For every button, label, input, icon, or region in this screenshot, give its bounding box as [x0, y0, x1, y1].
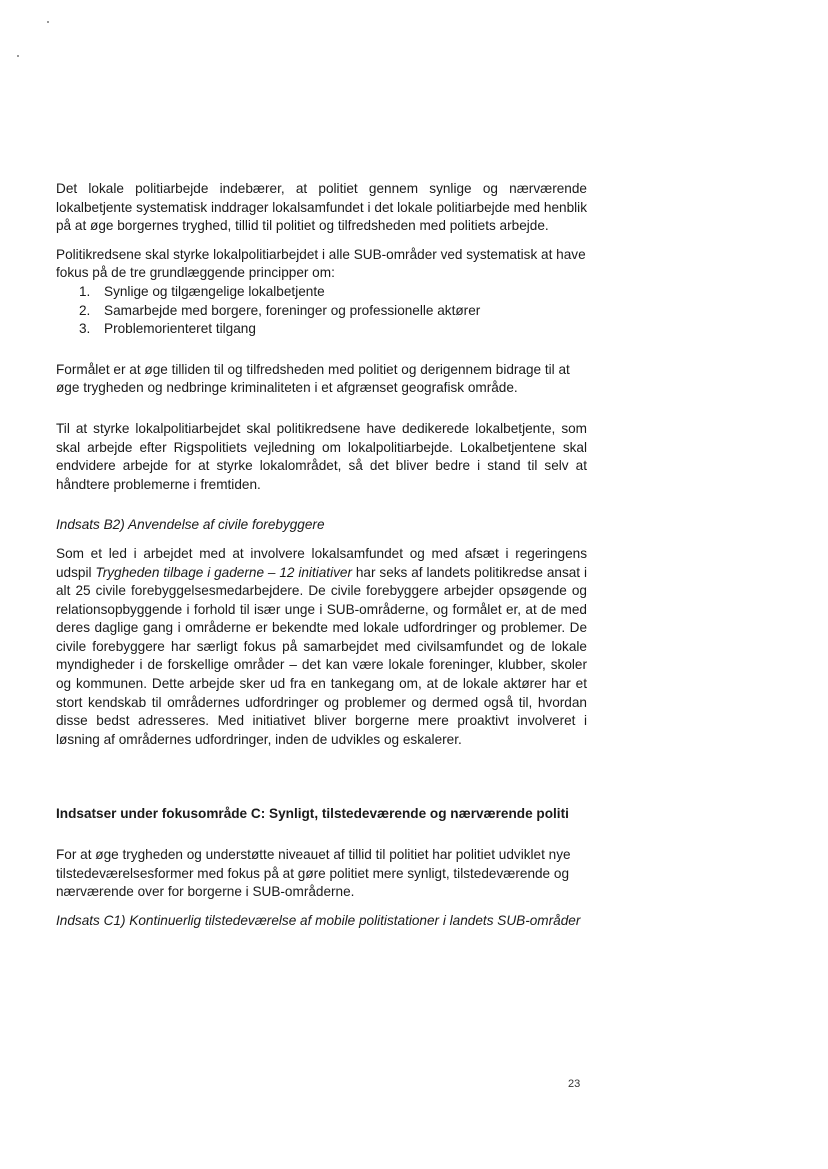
- paragraph-text: har seks af landets politikredse ansat i alt 25 civile forebyggelsesmedarbejdere. De civile forebyggere arbejder opsøgende og relationsopbyggende i forhold til især unge i SUB-områderne, og formålet er, at de med deres daglige gang i områderne er bekendte med lokale udfordringer og problemer. De civile forebyggere har særligt fokus på samarbejdet med civilsamfundet og de lokale myndigheder i de forskellige områder – det kan være lokale foreninger, klubber, skoler og kommunen. Dette arbejde sker ud fra en tankegang om, at de lokale aktører har et stort kendskab til områdernes udfordringer og problemer og dermed også til, hvordan disse bedst adresseres. Med initiativet bliver borgerne mere proaktivt involveret i løsning af områdernes udfordringer, inden de udvikles og eskalerer.: [56, 564, 587, 747]
- paragraph-presence: For at øge trygheden og understøtte niveauet af tillid til politiet har politiet udviklet nye tilstedeværelsesformer med fokus på at gøre politiet mere synligt, tilstedeværende og nærværende over for borgerne i SUB-områderne.: [56, 847, 571, 900]
- list-item: [56, 320, 587, 339]
- section-title-b2: Indsats B2) Anvendelse af civile forebyggere: [56, 517, 325, 533]
- scan-speck: [47, 21, 49, 23]
- list-item-text: Samarbejde med borgere, foreninger og professionelle aktører: [104, 302, 481, 318]
- document-body: [56, 180, 587, 930]
- list-item: [56, 283, 587, 302]
- list-item-number: 2.: [79, 302, 91, 318]
- list-item-text: Problemorienteret tilgang: [104, 321, 256, 337]
- paragraph-civil-preventers: [56, 545, 587, 750]
- list-item: [56, 302, 587, 321]
- list-item-number: 3.: [79, 321, 91, 337]
- list-item-text: Synlige og tilgængelige lokalbetjente: [104, 283, 325, 299]
- publication-title: Trygheden tilbage i gaderne – 12 initiativer: [95, 564, 352, 580]
- paragraph-purpose: Formålet er at øge tilliden til og tilfredsheden med politiet og derigennem bidrage til at øge trygheden og nedbringe kriminaliteten i et afgrænset geografisk område.: [56, 361, 570, 396]
- section-title-c1: Indsats C1) Kontinuerlig tilstedeværelse af mobile politistationer i landets SUB-områder: [56, 912, 581, 928]
- section-heading-c: Indsatser under fokusområde C: Synligt, tilstedeværende og nærværende politi: [56, 806, 569, 822]
- principles-list: [56, 283, 587, 339]
- page-number: 23: [568, 1078, 581, 1090]
- paragraph-text: Som et led i arbejdet med at involvere lokalsamfundet og med afsæt i regeringens udspil: [56, 545, 587, 580]
- paragraph-local-officers: Til at styrke lokalpolitiarbejdet skal politikredsene have dedikerede lokalbetjente, som skal arbejde efter Rigspolitiets vejledning om lokalpolitiarbejde. Lokalbetjentene skal endvidere arbejde for at styrke lokalområdet, så det bliver bedre i stand til selv at håndtere problemerne i fremtiden.: [56, 420, 587, 492]
- list-item-number: 1.: [79, 283, 91, 299]
- scan-speck: [17, 55, 19, 57]
- paragraph-principles-intro: Politikredsene skal styrke lokalpolitiarbejdet i alle SUB-områder ved systematisk at have fokus på de tre grundlæggende principper om:: [56, 246, 586, 281]
- paragraph-intro: Det lokale politiarbejde indebærer, at politiet gennem synlige og nærværende lokalbetjente systematisk inddrager lokalsamfundet i det lokale politiarbejde med henblik på at øge borgernes tryghed, tillid til politiet og tilfredsheden med politiets arbejde.: [56, 181, 587, 234]
